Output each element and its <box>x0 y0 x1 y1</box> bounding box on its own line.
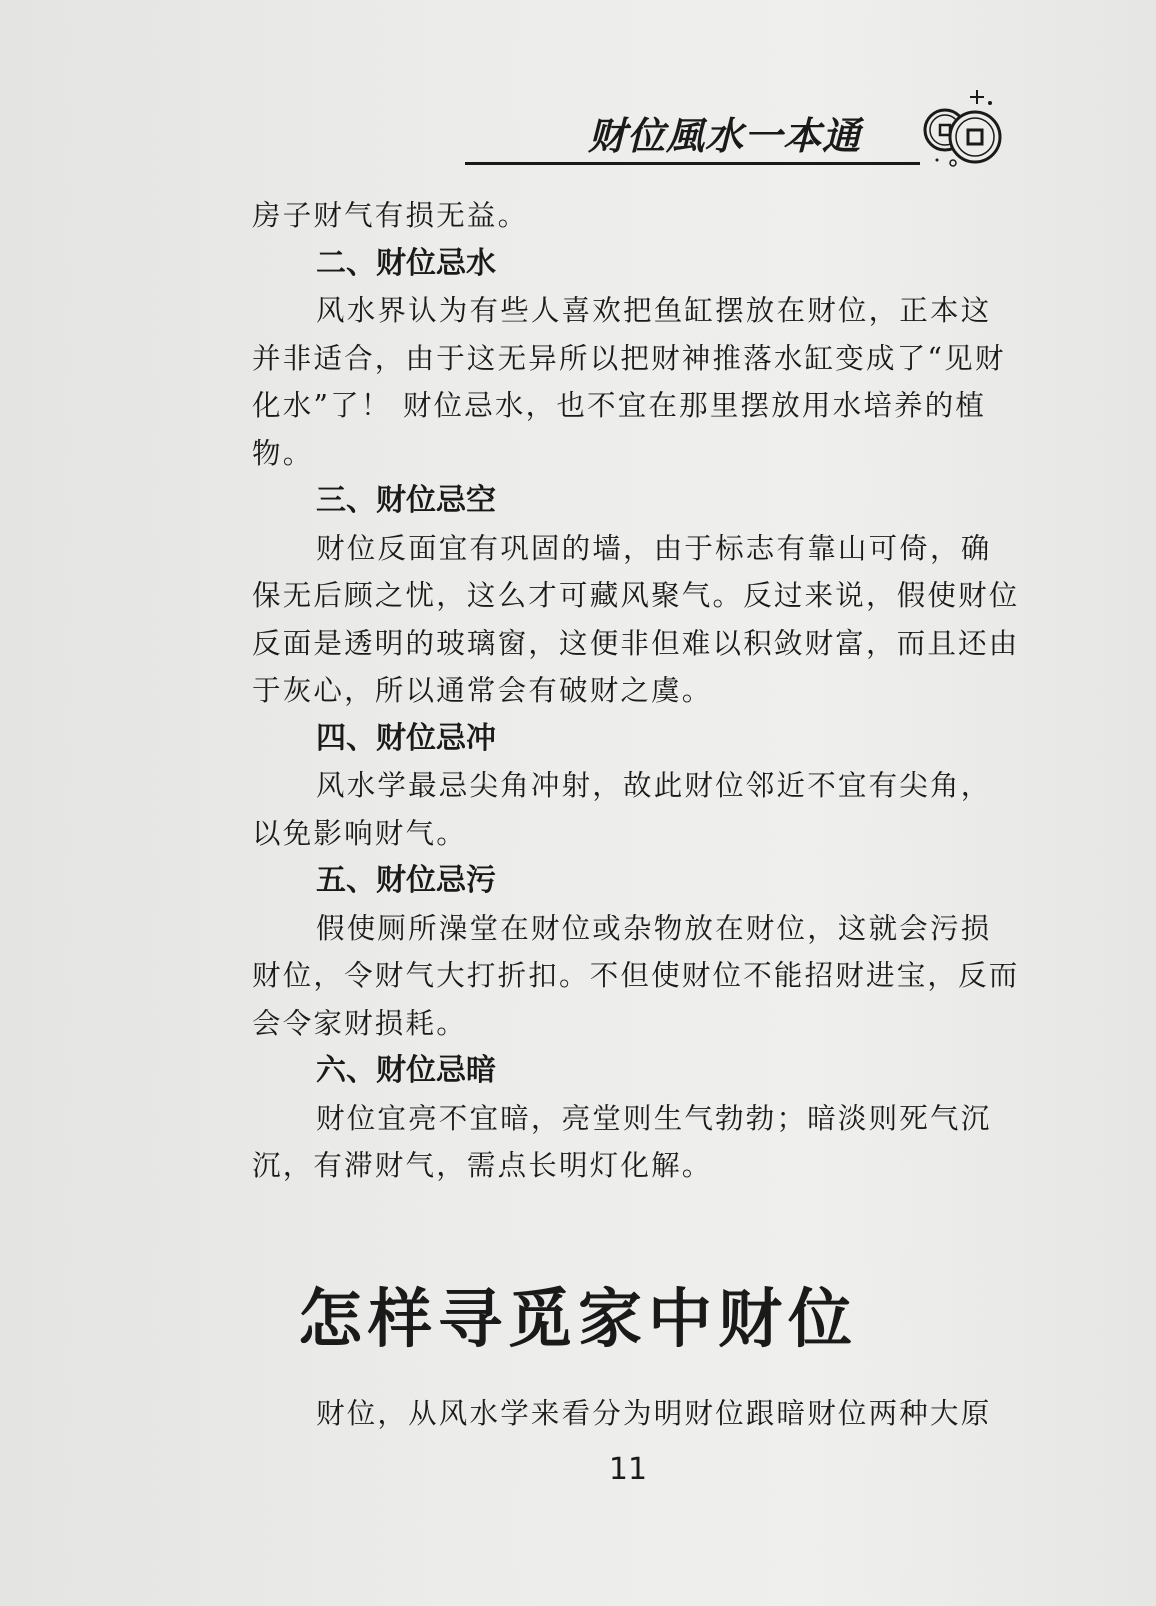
coins-icon <box>915 85 1015 180</box>
paragraph: 财位反面宜有巩固的墙，由于标志有靠山可倚，确保无后顾之忧，这么才可藏风聚气。反过来说，假使财位反面是透明的玻璃窗，这便非但难以积敛财富，而且还由于灰心，所以通常会有破财之虞。 <box>252 531 1020 707</box>
chapter-paragraph: 财位，从风水学来看分为明财位跟暗财位两种大原 <box>316 1397 992 1430</box>
body-text <box>252 192 1022 1190</box>
paragraph: 财位宜亮不宜暗，亮堂则生气勃勃；暗淡则死气沉沉，有滞财气，需点长明灯化解。 <box>252 1101 992 1182</box>
header-rule <box>465 162 920 165</box>
paragraph: 风水学最忌尖角冲射，故此财位邻近不宜有尖角，以免影响财气。 <box>252 769 992 850</box>
paragraph: 风水界认为有些人喜欢把鱼缸摆放在财位，正本这并非适合，由于这无异所以把财神推落水缸变成了“见财化水”了！ 财位忌水，也不宜在那里摆放用水培养的植物。 <box>252 294 1006 470</box>
paragraph: 假使厕所澡堂在财位或杂物放在财位，这就会污损财位，令财气大打折扣。不但使财位不能招财进宝，反而会令家财损耗。 <box>252 911 1020 1040</box>
paragraph: 房子财气有损无益。 <box>252 199 529 232</box>
section-heading: 四、财位忌冲 <box>316 720 496 756</box>
section-heading: 三、财位忌空 <box>316 483 496 518</box>
section-heading: 二、财位忌水 <box>316 245 496 281</box>
running-header <box>460 85 1020 180</box>
section-heading: 五、财位忌污 <box>316 863 496 898</box>
book-title: 财位風水一本通 <box>588 114 862 158</box>
page-number: 11 <box>608 1452 648 1487</box>
section-heading: 六、财位忌暗 <box>316 1053 496 1088</box>
chapter-title: 怎样寻觅家中财位 <box>298 1282 858 1357</box>
